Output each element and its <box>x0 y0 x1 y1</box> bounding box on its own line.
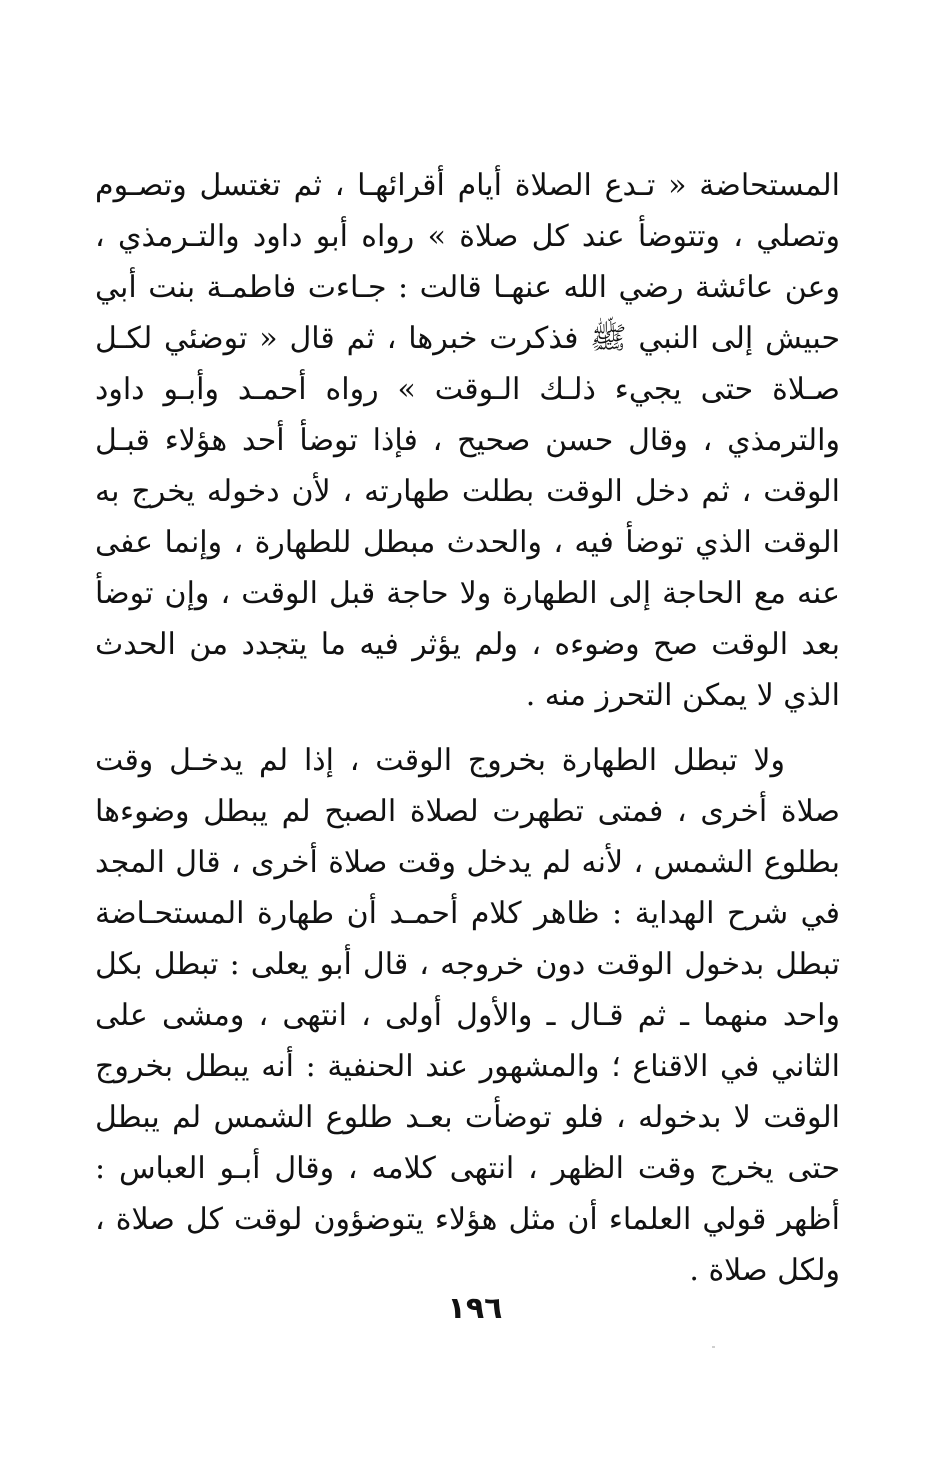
text-line: تبطل بدخول الوقت دون خروجه ، قال أبو يعلى : تبطل بكل <box>95 947 840 982</box>
scan-speck <box>712 1346 715 1348</box>
text-line: وعن عائشة رضي الله عنهـا قالت : جـاءت فاطمـة بنت أبي <box>95 270 840 305</box>
text-line: أظهر قولي العلماء أن مثل هؤلاء يتوضؤون لوقت كل صلاة ، <box>95 1202 840 1237</box>
text-line: المستحاضة « تـدع الصلاة أيام أقرائهـا ، ثم تغتسل وتصـوم <box>95 168 840 203</box>
text-line: الوقت ، ثم دخل الوقت بطلت طهارته ، لأن دخوله يخرج به <box>95 474 840 509</box>
text-line: صـلاة حتى يجيء ذلـك الـوقت » رواه أحمـد وأبـو داود <box>95 372 840 407</box>
text-line: وتصلي ، وتتوضأ عند كل صلاة » رواه أبو داود والتـرمذي ، <box>95 219 840 254</box>
text-line: واحد منهما ـ ثم قـال ـ والأول أولى ، انتهى ، ومشى على <box>95 998 840 1033</box>
text-line: الذي لا يمكن التحرز منه . <box>525 678 840 713</box>
paragraph <box>95 735 840 1296</box>
page-number: ١٩٦ <box>447 1291 503 1326</box>
text-line: عنه مع الحاجة إلى الطهارة ولا حاجة قبل الوقت ، وإن توضأ <box>95 576 840 611</box>
text-line: حتى يخرج وقت الظهر ، انتهى كلامه ، وقال أبـو العباس : <box>95 1151 840 1186</box>
body-text <box>95 160 840 1296</box>
text-line: الوقت الذي توضأ فيه ، والحدث مبطل للطهارة ، وإنما عفى <box>95 525 840 560</box>
text-line: ولا تبطل الطهارة بخروج الوقت ، إذا لم يدخـل وقت <box>95 743 785 778</box>
text-line: والترمذي ، وقال حسن صحيح ، فإذا توضأ أحد هؤلاء قبـل <box>95 423 840 458</box>
text-line: في شرح الهداية : ظاهر كلام أحمـد أن طهارة المستحـاضة <box>95 896 840 931</box>
text-line: ولكل صلاة . <box>689 1253 840 1288</box>
text-line: بطلوع الشمس ، لأنه لم يدخل وقت صلاة أخرى ، قال المجد <box>95 845 840 880</box>
text-line: بعد الوقت صح وضوءه ، ولم يؤثر فيه ما يتجدد من الحدث <box>95 627 840 662</box>
text-line: الوقت لا بدخوله ، فلو توضأت بعـد طلوع الشمس لم يبطل <box>95 1100 840 1135</box>
text-line: صلاة أخرى ، فمتى تطهرت لصلاة الصبح لم يبطل وضوءها <box>95 794 840 829</box>
paragraph <box>95 160 840 721</box>
paragraph-gap <box>95 721 840 735</box>
text-line: الثاني في الاقناع ؛ والمشهور عند الحنفية : أنه يبطل بخروج <box>95 1049 840 1084</box>
text-line: حبيش إلى النبي ﷺ فذكرت خبرها ، ثم قال « توضئي لكـل <box>95 321 840 356</box>
